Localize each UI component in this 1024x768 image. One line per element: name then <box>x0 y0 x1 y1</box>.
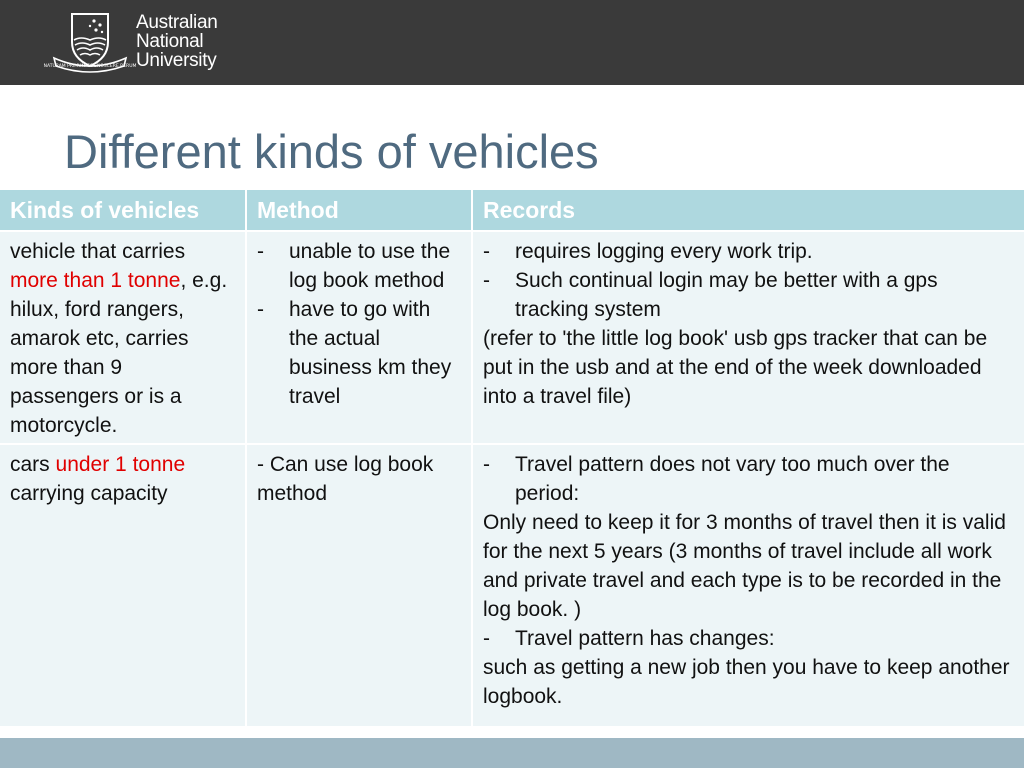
bullet-text: Travel pattern does not vary too much over the period: <box>515 453 950 505</box>
table-header-row <box>0 190 1024 231</box>
method-cell <box>246 444 472 726</box>
kind-cell <box>0 444 246 726</box>
list-item <box>257 295 461 411</box>
records-note: (refer to 'the little log book' usb gps tracker that can be put in the usb and at the end of the week downloaded into a travel file) <box>483 327 988 408</box>
kind-text: cars <box>10 453 56 476</box>
records-paragraph: Only need to keep it for 3 months of travel then it is valid for the next 5 years (3 months of travel include all work and private travel and each type is to be recorded in the log book. ) <box>483 511 1006 621</box>
list-item <box>483 450 1014 508</box>
records-cell <box>472 231 1024 444</box>
vehicle-table <box>0 190 1024 726</box>
column-header-records: Records <box>472 190 1024 231</box>
kind-text: vehicle that carries <box>10 240 186 263</box>
method-cell <box>246 231 472 444</box>
bullet-text: Travel pattern has changes: <box>515 627 775 650</box>
bullet-text: requires logging every work trip. <box>515 240 813 263</box>
crest-motto: NATURAM PRIMUM COGNOSCERE RERUM <box>43 64 137 69</box>
bullet-text: have to go with the actual business km they travel <box>289 298 452 408</box>
records-cell <box>472 444 1024 726</box>
dash-marker: - <box>483 269 490 292</box>
bullet-text: Such continual login may be better with a gps tracking system <box>515 269 938 321</box>
table-row <box>0 231 1024 444</box>
header-bar <box>0 0 1024 85</box>
kind-text-rest: carrying capacity <box>10 482 168 505</box>
list-item <box>257 237 461 295</box>
kind-text-rest: , e.g. hilux, ford rangers, amarok etc, carries more than 9 passengers or is a motorcycle. <box>10 269 228 437</box>
dash-marker: - <box>257 240 264 263</box>
list-item <box>483 266 1014 324</box>
list-item <box>483 237 1014 266</box>
anu-logo[interactable] <box>43 10 232 74</box>
list-item <box>483 624 1014 653</box>
bullet-text: unable to use the log book method <box>289 240 451 292</box>
crest-icon <box>43 12 137 72</box>
column-header-method: Method <box>246 190 472 231</box>
dash-marker: - <box>257 298 264 321</box>
dash-marker: - <box>483 240 490 263</box>
dash-marker: - <box>483 627 490 650</box>
slide-title: Different kinds of vehicles <box>64 125 599 178</box>
records-paragraph: such as getting a new job then you have to keep another logbook. <box>483 656 1010 708</box>
kind-highlight: under 1 tonne <box>55 453 186 476</box>
wordmark-line-1: Australian <box>136 12 218 33</box>
wordmark-line-2: National <box>136 31 204 52</box>
university-wordmark <box>136 13 218 70</box>
wordmark-line-3: University <box>136 50 217 71</box>
kind-highlight: more than 1 tonne <box>10 269 181 292</box>
column-header-kinds: Kinds of vehicles <box>0 190 246 231</box>
kind-cell <box>0 231 246 444</box>
method-text: - Can use log book method <box>257 453 434 505</box>
footer-bar <box>0 738 1024 768</box>
table-row <box>0 444 1024 726</box>
dash-marker: - <box>483 453 490 476</box>
